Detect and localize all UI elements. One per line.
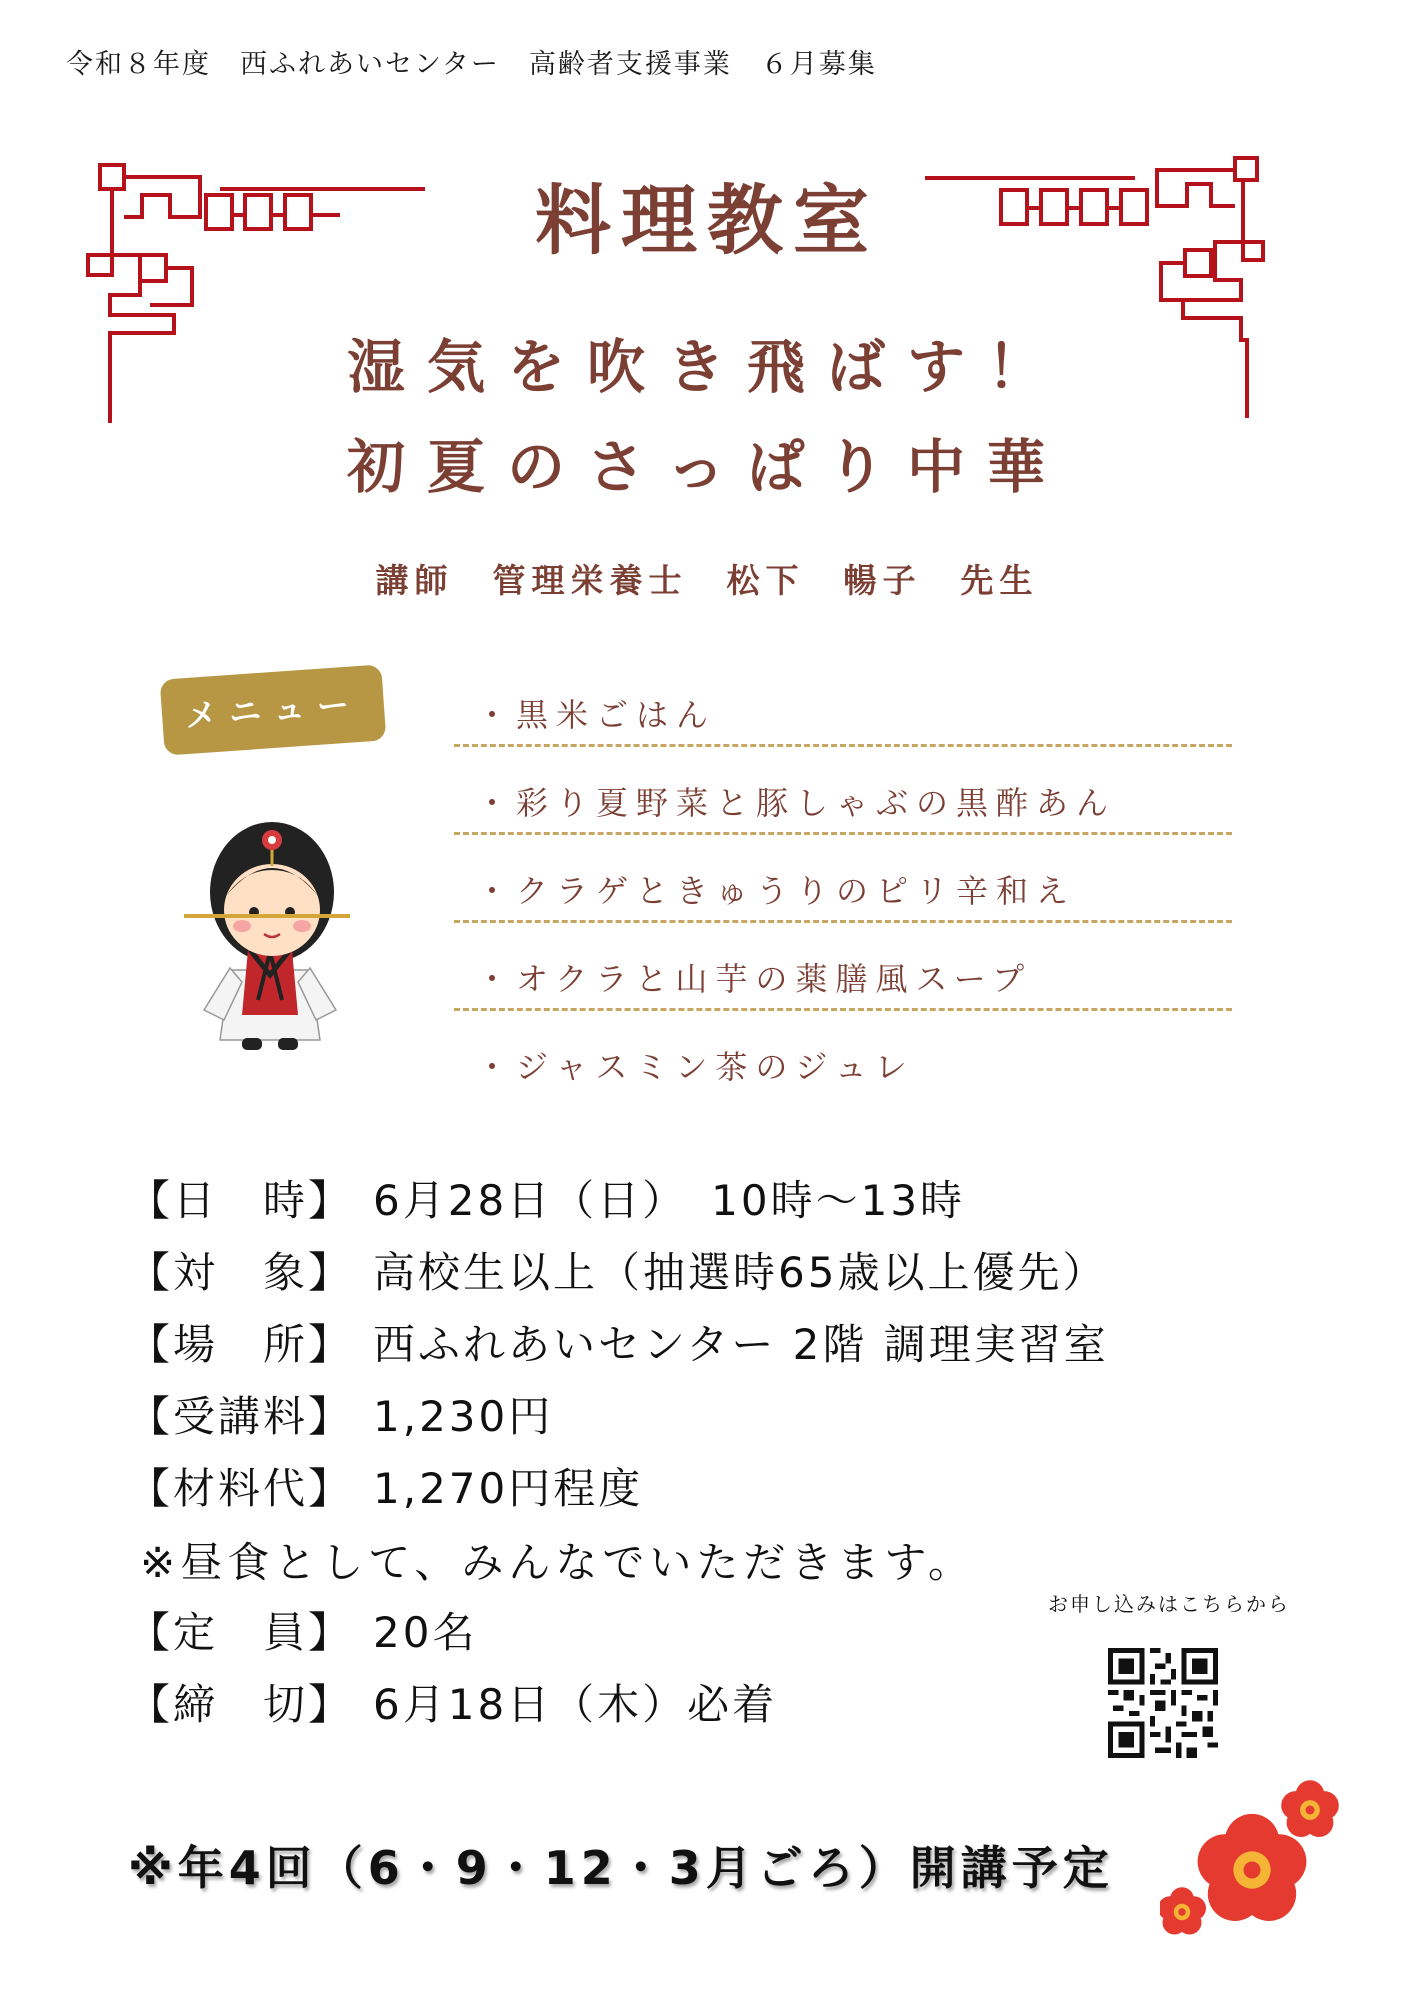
info-row-fee — [128, 1384, 553, 1444]
info-label: 【受講料】 — [128, 1392, 354, 1441]
menu-separator — [454, 920, 1232, 923]
page-title: 料理教室 — [535, 176, 879, 265]
apply-caption: お申し込みはこちらから — [1048, 1592, 1290, 1616]
menu-separator — [454, 1008, 1232, 1011]
info-value: 高校生以上（抽選時65歳以上優先） — [373, 1248, 1108, 1297]
info-row-place — [128, 1312, 1109, 1372]
info-row-deadline — [128, 1672, 777, 1732]
menu-item-2: ・彩り夏野菜と豚しゃぶの黒酢あん — [476, 784, 1117, 822]
info-label: 【材料代】 — [128, 1464, 354, 1513]
qr-code-icon[interactable] — [1108, 1648, 1218, 1758]
info-row-target — [128, 1240, 1107, 1300]
menu-item-1: ・黒米ごはん — [476, 696, 717, 734]
menu-separator — [454, 832, 1232, 835]
info-label: 【締 切】 — [128, 1680, 354, 1729]
subtitle-line-2: 初夏のさっぱり中華 — [346, 433, 1067, 501]
info-value: 6月18日（木）必着 — [373, 1680, 778, 1729]
info-value: 1,270円程度 — [373, 1464, 644, 1513]
lunch-note: ※昼食として、みんなでいただきます。 — [140, 1538, 975, 1587]
menu-separator — [454, 744, 1232, 747]
info-row-date — [128, 1168, 965, 1228]
menu-badge: メニュー — [160, 664, 387, 755]
info-row-capacity — [128, 1600, 477, 1660]
info-label: 【対 象】 — [128, 1248, 354, 1297]
info-value: 1,230円 — [373, 1392, 554, 1441]
info-label: 【定 員】 — [128, 1608, 354, 1657]
instructor-line: 講師 管理栄養士 松下 暢子 先生 — [375, 561, 1039, 600]
menu-item-4: ・オクラと山芋の薬膳風スープ — [476, 960, 1033, 998]
info-label: 【場 所】 — [128, 1320, 354, 1369]
chef-girl-illustration-icon — [180, 800, 360, 1060]
info-value: 西ふれあいセンター 2階 調理実習室 — [373, 1320, 1109, 1369]
subtitle-line-1: 湿気を吹き飛ばす！ — [346, 333, 1067, 401]
header-line: 令和８年度 西ふれあいセンター 高齢者支援事業 ６月募集 — [66, 49, 877, 80]
info-label: 【日 時】 — [128, 1176, 354, 1225]
info-value: 6月28日（日） 10時～13時 — [373, 1176, 966, 1225]
info-row-material — [128, 1456, 643, 1516]
schedule-note: ※年4回（6・9・12・3月ごろ）開講予定 — [128, 1841, 1114, 1895]
menu-item-3: ・クラゲときゅうりのピリ辛和え — [476, 872, 1077, 910]
plum-blossom-icon — [1160, 1770, 1340, 1940]
info-value: 20名 — [373, 1608, 478, 1657]
menu-item-5: ・ジャスミン茶のジュレ — [476, 1048, 915, 1086]
